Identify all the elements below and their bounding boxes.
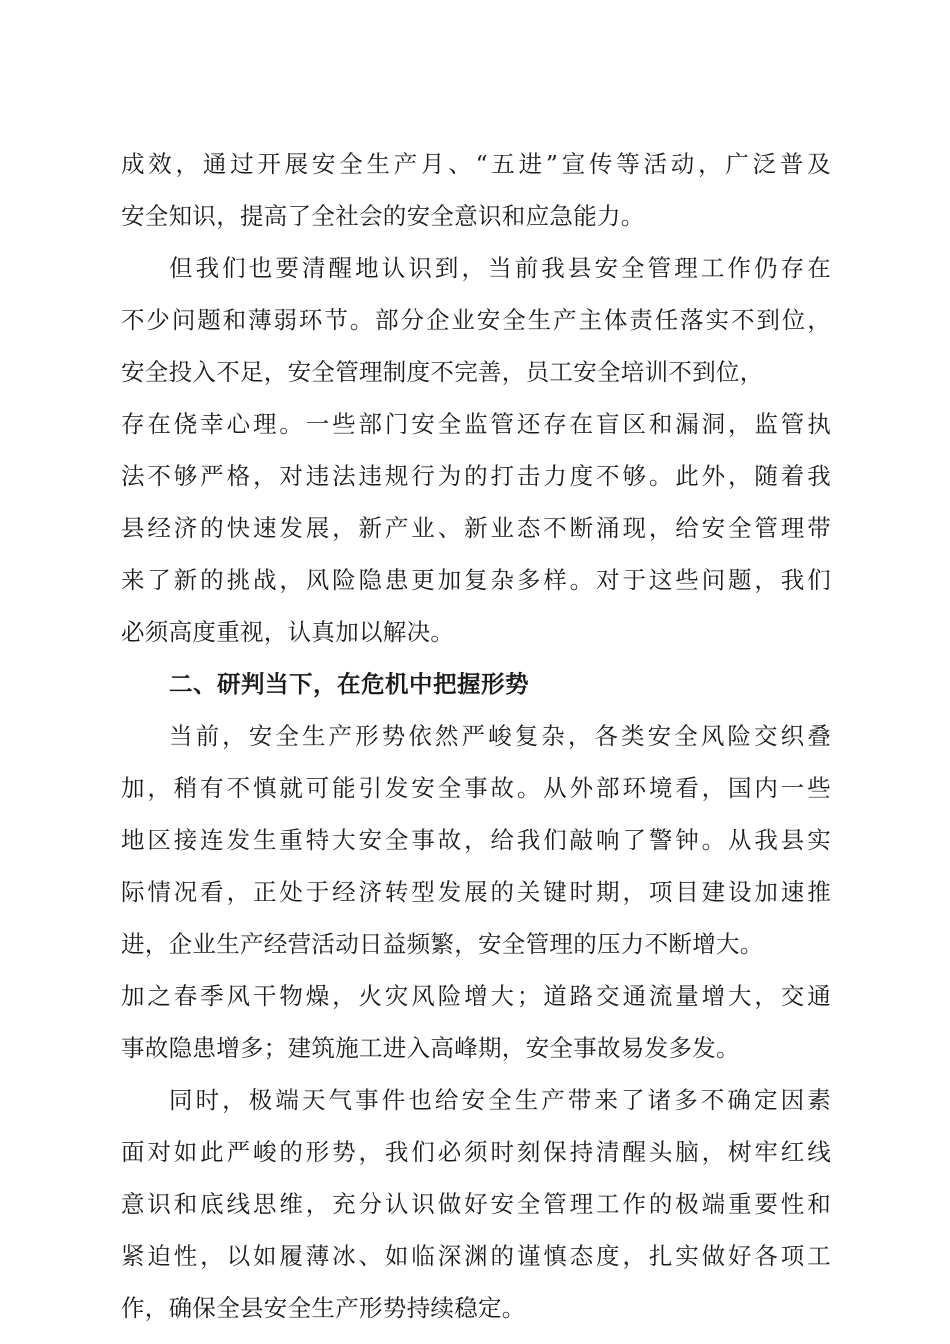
text-line-23: 作，确保全县安全生产形势持续稳定。 <box>121 1294 526 1322</box>
text-line-1: 成效，通过开展安全生产月、“五进”宣传等活动，广泛普及 <box>121 150 831 178</box>
text-line-6: 存在侥幸心理。一些部门安全监管还存在盲区和漏洞，监管执 <box>121 410 831 438</box>
text-line-15: 际情况看，正处于经济转型发展的关键时期，项目建设加速推 <box>121 878 831 906</box>
text-line-13: 加，稍有不慎就可能引发安全事故。从外部环境看，国内一些 <box>121 774 831 802</box>
section-heading: 二、研判当下，在危机中把握形势 <box>169 670 529 698</box>
text-line-9: 来了新的挑战，风险隐患更加复杂多样。对于这些问题，我们 <box>121 566 831 594</box>
text-line-4: 不少问题和薄弱环节。部分企业安全生产主体责任落实不到位， <box>121 306 831 334</box>
text-line-19: 同时，极端天气事件也给安全生产带来了诸多不确定因素 <box>169 1086 831 1114</box>
text-line-12: 当前，安全生产形势依然严峻复杂，各类安全风险交织叠 <box>169 722 831 750</box>
text-line-22: 紧迫性，以如履薄冰、如临深渊的谨慎态度，扎实做好各项工 <box>121 1242 831 1270</box>
text-line-2: 安全知识，提高了全社会的安全意识和应急能力。 <box>121 202 645 230</box>
text-line-16: 进，企业生产经营活动日益频繁，安全管理的压力不断增大。 <box>121 930 764 958</box>
text-line-14: 地区接连发生重特大安全事故，给我们敲响了警钟。从我县实 <box>121 826 831 854</box>
text-line-5: 安全投入不足，安全管理制度不完善，员工安全培训不到位， <box>121 358 764 386</box>
text-line-21: 意识和底线思维，充分认识做好安全管理工作的极端重要性和 <box>121 1190 831 1218</box>
document-body <box>121 138 831 1334</box>
text-line-18: 事故隐患增多；建筑施工进入高峰期，安全事故易发多发。 <box>121 1034 740 1062</box>
text-line-8: 县经济的快速发展，新产业、新业态不断涌现，给安全管理带 <box>121 514 831 542</box>
text-line-17: 加之春季风干物燥，火灾风险增大；道路交通流量增大，交通 <box>121 982 831 1010</box>
text-line-20: 面对如此严峻的形势，我们必须时刻保持清醒头脑，树牢红线 <box>121 1138 831 1166</box>
text-line-3: 但我们也要清醒地认识到，当前我县安全管理工作仍存在 <box>169 254 831 282</box>
text-line-10: 必须高度重视，认真加以解决。 <box>121 618 455 646</box>
text-line-7: 法不够严格，对违法违规行为的打击力度不够。此外，随着我 <box>121 462 831 490</box>
